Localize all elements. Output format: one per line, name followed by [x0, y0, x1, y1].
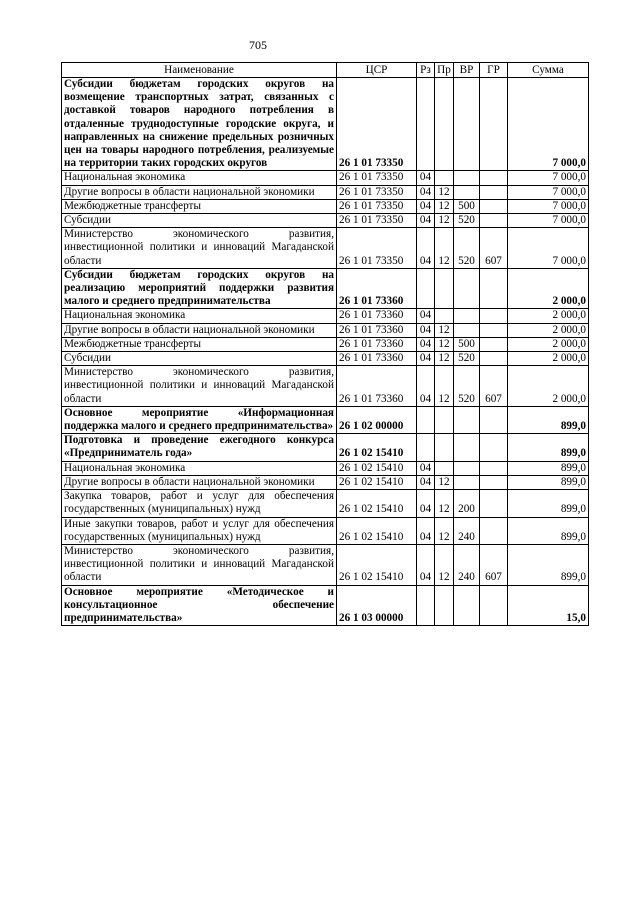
- row-vr-cell: [454, 78, 480, 171]
- row-csr-cell: 26 1 01 73360: [337, 366, 417, 407]
- row-vr-cell: 500: [454, 199, 480, 213]
- row-sum-cell: 15,0: [508, 585, 589, 626]
- row-rz-cell: [417, 78, 435, 171]
- row-gr-cell: [480, 461, 508, 475]
- header-pr: Пр: [435, 63, 454, 78]
- row-gr-cell: 607: [480, 228, 508, 269]
- row-pr-cell: 12: [435, 228, 454, 269]
- row-rz-cell: [417, 585, 435, 626]
- row-vr-cell: 500: [454, 337, 480, 351]
- row-pr-cell: 12: [435, 352, 454, 366]
- row-vr-cell: 520: [454, 366, 480, 407]
- row-sum-cell: 899,0: [508, 490, 589, 517]
- table-row: [62, 490, 589, 517]
- table-row: [62, 366, 589, 407]
- row-csr-cell: 26 1 01 73350: [337, 199, 417, 213]
- row-sum-cell: 7 000,0: [508, 185, 589, 199]
- table-body: [62, 78, 589, 626]
- row-name-cell: Министерство экономического развития, инвестиционной политики и инноваций Магаданской области: [62, 366, 337, 407]
- row-vr-cell: 240: [454, 544, 480, 585]
- row-vr-cell: [454, 323, 480, 337]
- row-vr-cell: 240: [454, 517, 480, 544]
- row-sum-cell: 7 000,0: [508, 214, 589, 228]
- row-sum-cell: 899,0: [508, 406, 589, 433]
- row-rz-cell: 04: [417, 199, 435, 213]
- row-vr-cell: [454, 461, 480, 475]
- header-gr: ГР: [480, 63, 508, 78]
- table-row: [62, 228, 589, 269]
- row-name-cell: Иные закупки товаров, работ и услуг для обеспечения государственных (муниципальных) нужд: [62, 517, 337, 544]
- page-number: 705: [249, 38, 267, 52]
- row-gr-cell: 607: [480, 544, 508, 585]
- row-sum-cell: 2 000,0: [508, 268, 589, 309]
- row-vr-cell: [454, 406, 480, 433]
- row-pr-cell: [435, 434, 454, 461]
- row-rz-cell: 04: [417, 185, 435, 199]
- row-gr-cell: [480, 406, 508, 433]
- row-name-cell: Национальная экономика: [62, 171, 337, 185]
- row-rz-cell: 04: [417, 461, 435, 475]
- row-pr-cell: 12: [435, 214, 454, 228]
- row-vr-cell: [454, 585, 480, 626]
- table-row: [62, 517, 589, 544]
- row-name-cell: Субсидии бюджетам городских округов на возмещение транспортных затрат, связанных с доставкой товаров народного потребления в отдаленные труднодоступные городские округа, и направленных на снижение предельных розничных цен на товары народного потребления, реализуемые на территории таких городских округов: [62, 78, 337, 171]
- row-name-cell: Национальная экономика: [62, 461, 337, 475]
- table-row: [62, 475, 589, 489]
- row-name-cell: Субсидии бюджетам городских округов на реализацию мероприятий поддержки развития малого и среднего предпринимательства: [62, 268, 337, 309]
- row-csr-cell: 26 1 01 73350: [337, 214, 417, 228]
- row-gr-cell: [480, 337, 508, 351]
- row-sum-cell: 2 000,0: [508, 352, 589, 366]
- row-sum-cell: 7 000,0: [508, 78, 589, 171]
- row-pr-cell: [435, 585, 454, 626]
- row-csr-cell: 26 1 01 73360: [337, 268, 417, 309]
- table-row: [62, 544, 589, 585]
- row-csr-cell: 26 1 01 73360: [337, 337, 417, 351]
- row-name-cell: Министерство экономического развития, инвестиционной политики и инноваций Магаданской области: [62, 544, 337, 585]
- row-rz-cell: 04: [417, 337, 435, 351]
- row-name-cell: Подготовка и проведение ежегодного конкурса «Предприниматель года»: [62, 434, 337, 461]
- row-vr-cell: 520: [454, 228, 480, 269]
- row-rz-cell: 04: [417, 352, 435, 366]
- row-gr-cell: [480, 214, 508, 228]
- row-gr-cell: [480, 475, 508, 489]
- header-vr: ВР: [454, 63, 480, 78]
- row-name-cell: Национальная экономика: [62, 309, 337, 323]
- row-csr-cell: 26 1 02 15410: [337, 544, 417, 585]
- row-name-cell: Закупка товаров, работ и услуг для обеспечения государственных (муниципальных) нужд: [62, 490, 337, 517]
- row-name-cell: Субсидии: [62, 214, 337, 228]
- row-rz-cell: 04: [417, 171, 435, 185]
- row-rz-cell: 04: [417, 323, 435, 337]
- table-row: [62, 585, 589, 626]
- row-gr-cell: 607: [480, 366, 508, 407]
- row-rz-cell: 04: [417, 228, 435, 269]
- row-name-cell: Основное мероприятие «Методическое и консультационное обеспечение предпринимательства»: [62, 585, 337, 626]
- row-pr-cell: [435, 406, 454, 433]
- row-csr-cell: 26 1 01 73350: [337, 185, 417, 199]
- table-row: [62, 78, 589, 171]
- row-rz-cell: 04: [417, 544, 435, 585]
- row-name-cell: Другие вопросы в области национальной экономики: [62, 185, 337, 199]
- row-gr-cell: [480, 199, 508, 213]
- row-name-cell: Межбюджетные трансферты: [62, 199, 337, 213]
- row-pr-cell: [435, 78, 454, 171]
- row-pr-cell: 12: [435, 185, 454, 199]
- row-vr-cell: [454, 309, 480, 323]
- table-row: [62, 268, 589, 309]
- table-row: [62, 214, 589, 228]
- row-csr-cell: 26 1 01 73350: [337, 78, 417, 171]
- row-sum-cell: 899,0: [508, 461, 589, 475]
- row-sum-cell: 2 000,0: [508, 366, 589, 407]
- table-row: [62, 434, 589, 461]
- table-row: [62, 171, 589, 185]
- row-gr-cell: [480, 352, 508, 366]
- row-gr-cell: [480, 323, 508, 337]
- row-pr-cell: 12: [435, 366, 454, 407]
- row-rz-cell: 04: [417, 475, 435, 489]
- row-vr-cell: [454, 475, 480, 489]
- row-pr-cell: 12: [435, 323, 454, 337]
- row-gr-cell: [480, 585, 508, 626]
- row-pr-cell: [435, 268, 454, 309]
- row-rz-cell: [417, 434, 435, 461]
- row-sum-cell: 2 000,0: [508, 309, 589, 323]
- row-rz-cell: [417, 268, 435, 309]
- row-csr-cell: 26 1 02 15410: [337, 434, 417, 461]
- row-rz-cell: 04: [417, 517, 435, 544]
- table-row: [62, 461, 589, 475]
- row-sum-cell: 2 000,0: [508, 323, 589, 337]
- row-vr-cell: [454, 171, 480, 185]
- row-pr-cell: 12: [435, 517, 454, 544]
- row-csr-cell: 26 1 01 73360: [337, 309, 417, 323]
- row-csr-cell: 26 1 03 00000: [337, 585, 417, 626]
- row-pr-cell: [435, 171, 454, 185]
- table-row: [62, 352, 589, 366]
- row-sum-cell: 7 000,0: [508, 199, 589, 213]
- row-gr-cell: [480, 434, 508, 461]
- table-row: [62, 199, 589, 213]
- row-name-cell: Субсидии: [62, 352, 337, 366]
- table-row: [62, 185, 589, 199]
- row-rz-cell: 04: [417, 214, 435, 228]
- row-sum-cell: 7 000,0: [508, 228, 589, 269]
- header-csr: ЦСР: [337, 63, 417, 78]
- header-rz: Рз: [417, 63, 435, 78]
- row-name-cell: Другие вопросы в области национальной экономики: [62, 323, 337, 337]
- row-gr-cell: [480, 171, 508, 185]
- budget-table: [61, 62, 589, 626]
- row-csr-cell: 26 1 01 73350: [337, 171, 417, 185]
- row-name-cell: Основное мероприятие «Информационная поддержка малого и среднего предпринимательства»: [62, 406, 337, 433]
- table-row: [62, 406, 589, 433]
- row-rz-cell: 04: [417, 366, 435, 407]
- row-csr-cell: 26 1 02 15410: [337, 461, 417, 475]
- row-pr-cell: 12: [435, 490, 454, 517]
- header-row: [62, 63, 589, 78]
- row-rz-cell: 04: [417, 490, 435, 517]
- header-sum: Сумма: [508, 63, 589, 78]
- row-csr-cell: 26 1 02 00000: [337, 406, 417, 433]
- row-vr-cell: [454, 434, 480, 461]
- row-csr-cell: 26 1 02 15410: [337, 490, 417, 517]
- row-gr-cell: [480, 517, 508, 544]
- row-gr-cell: [480, 309, 508, 323]
- row-name-cell: Другие вопросы в области национальной экономики: [62, 475, 337, 489]
- row-gr-cell: [480, 185, 508, 199]
- row-vr-cell: 520: [454, 352, 480, 366]
- table-row: [62, 323, 589, 337]
- row-csr-cell: 26 1 02 15410: [337, 517, 417, 544]
- row-csr-cell: 26 1 01 73360: [337, 323, 417, 337]
- row-pr-cell: 12: [435, 544, 454, 585]
- row-pr-cell: [435, 309, 454, 323]
- row-pr-cell: 12: [435, 475, 454, 489]
- row-rz-cell: [417, 406, 435, 433]
- row-sum-cell: 899,0: [508, 475, 589, 489]
- row-sum-cell: 899,0: [508, 434, 589, 461]
- row-pr-cell: 12: [435, 337, 454, 351]
- row-sum-cell: 899,0: [508, 517, 589, 544]
- row-vr-cell: 520: [454, 214, 480, 228]
- row-vr-cell: [454, 185, 480, 199]
- row-name-cell: Министерство экономического развития, инвестиционной политики и инноваций Магаданской области: [62, 228, 337, 269]
- row-pr-cell: 12: [435, 199, 454, 213]
- row-gr-cell: [480, 490, 508, 517]
- header-name: Наименование: [62, 63, 337, 78]
- row-gr-cell: [480, 268, 508, 309]
- row-csr-cell: 26 1 01 73360: [337, 352, 417, 366]
- row-sum-cell: 899,0: [508, 544, 589, 585]
- row-csr-cell: 26 1 01 73350: [337, 228, 417, 269]
- row-pr-cell: [435, 461, 454, 475]
- row-sum-cell: 7 000,0: [508, 171, 589, 185]
- row-csr-cell: 26 1 02 15410: [337, 475, 417, 489]
- row-vr-cell: [454, 268, 480, 309]
- row-vr-cell: 200: [454, 490, 480, 517]
- row-gr-cell: [480, 78, 508, 171]
- table-row: [62, 309, 589, 323]
- row-name-cell: Межбюджетные трансферты: [62, 337, 337, 351]
- row-sum-cell: 2 000,0: [508, 337, 589, 351]
- table-row: [62, 337, 589, 351]
- row-rz-cell: 04: [417, 309, 435, 323]
